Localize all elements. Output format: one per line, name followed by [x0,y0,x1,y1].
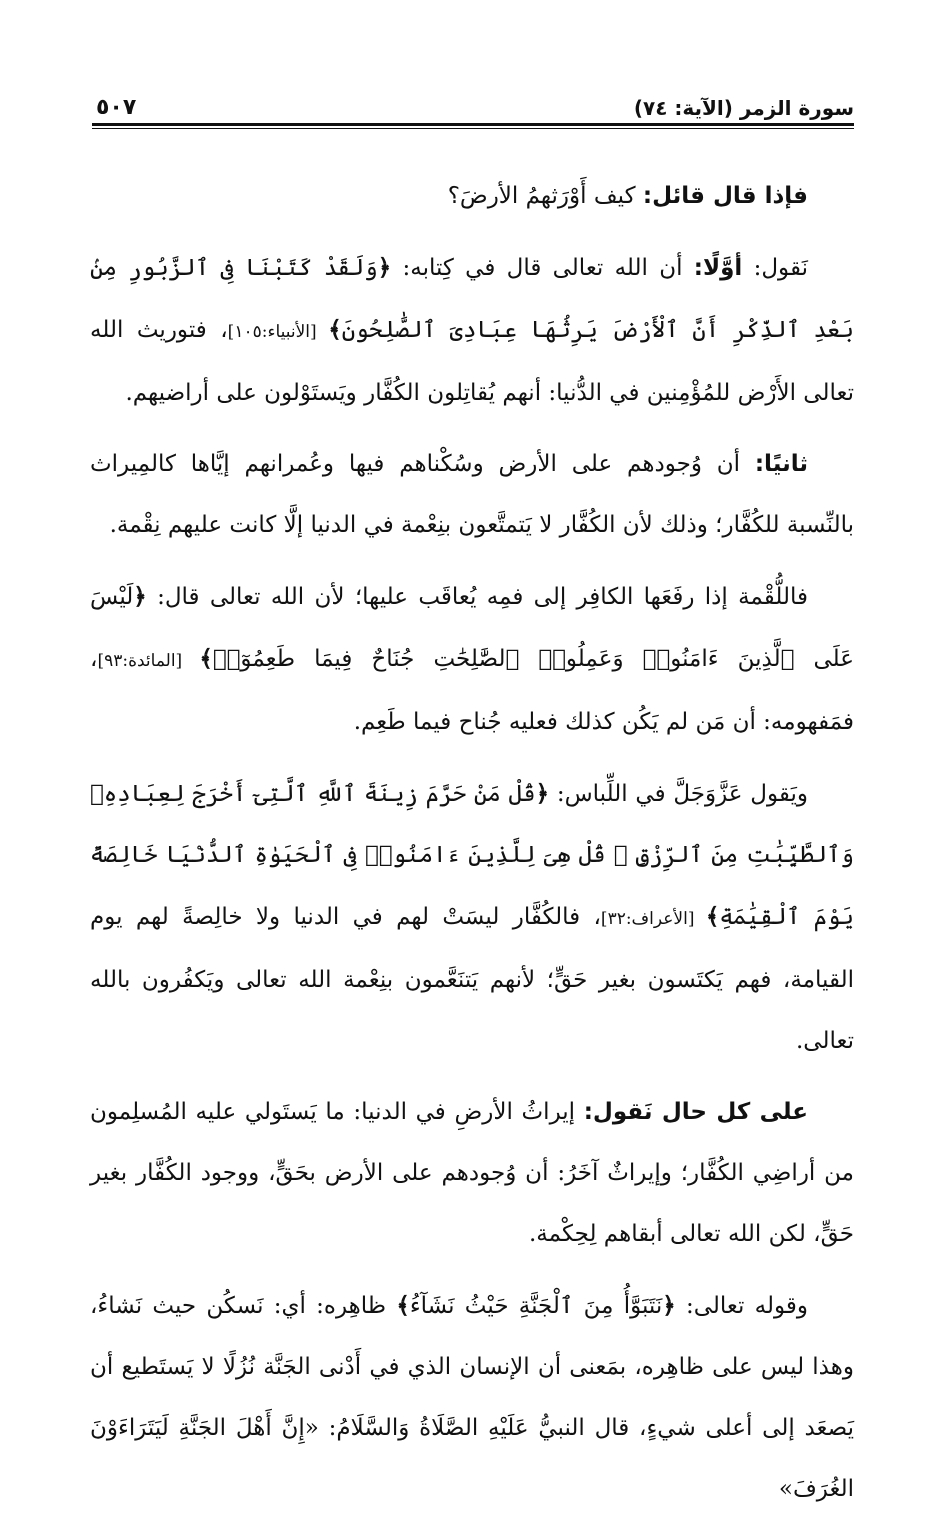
paragraph-paradise [90,1275,854,1520]
paragraph-text: أن الله تعالى قال في كِتابه: [391,255,694,281]
page-number: ٥٠٧ [96,95,137,120]
paragraph-text: إيراثُ الأرضِ في الدنيا: ما يَستَولي عليه المُسلِمون من أراضِي الكُفَّار؛ وإيراثٌ آخَرُ: أن وُجودهم على الأرض بحَقٍّ، ووجود الكُفَّار بغير حَقٍّ، لكن الله تعالى أبقاهم لِحِكْمة. [90,1099,854,1247]
quran-verse: وَلَقَدْ كَتَبْنَا فِى ٱلزَّبُورِ مِنۢ بَعْدِ ٱلذِّكْرِ أَنَّ ٱلْأَرْضَ يَرِثُهَا عِبَادِىَ ٱلصَّٰلِحُونَ [90,255,854,343]
quran-verse: نَتَبَوَّأُ مِنَ ٱلْجَنَّةِ حَيْثُ نَشَآءُ [409,1293,663,1319]
paragraph-text: ظاهِره: أي: نَسكُن حيث نَشاءُ، وهذا ليس على ظاهِره، بمَعنى أن الإنسان الذي في أَدْنى الجَنَّة نُزُلًا لا يَستَطيع أن يَصعَد إلى أعلى شيءٍ، قال النبيُّ عَلَيْهِ الصَّلَاةُ وَالسَّلَامُ: «إِنَّ أَهْلَ الجَنَّةِ لَيَتَرَاءَوْنَ الغُرَفَ» [90,1293,854,1502]
paragraph-lead: فإذا قال قائل: [642,183,808,209]
paragraph-lead: أوَّلًا: [693,255,743,281]
paragraph-lead-plain: نَقول: [742,255,808,281]
paragraph-clothing [90,763,854,1072]
surah-title: سورة الزمر (الآية: ٧٤) [633,96,854,120]
quran-verse: قُلْ مَنْ حَرَّمَ زِينَةَ ٱللَّهِ ٱلَّتِىٓ أَخْرَجَ لِعِبَادِهِۦ وَٱلطَّيِّبَٰتِ مِنَ ٱلرِّزْقِ ۚ قُلْ هِىَ لِلَّذِينَ ءَامَنُوا۟ فِى ٱلْحَيَوٰةِ ٱلدُّنْيَا خَالِصَةً يَوْمَ ٱلْقِيَٰمَةِ [90,781,855,930]
header-rule-thick [92,123,854,126]
paragraph-text: ، فمَفهومه: أن مَن لم يَكُن كذلك فعليه جُناح فيما طَعِم. [90,646,854,735]
quran-close-bracket: ﴾ [328,316,342,343]
quran-open-bracket: ﴿ [377,254,392,281]
quran-open-bracket: ﴿ [662,1292,676,1319]
paragraph-text: كيف أَوْرَثهمُ الأرضَ؟ [447,183,643,209]
paragraph-second-answer [90,434,854,556]
body-text [90,166,855,1502]
quran-open-bracket: ﴿ [535,780,550,807]
paragraph-text: ، فتوريث الله تعالى الأَرْض للمُؤْمِنين في الدُّنيا: أنهم يُقاتِلون الكُفَّار ويَستَوْلون على أراضيهم. [90,317,854,406]
quran-close-bracket: ﴾ [396,1292,410,1319]
paragraph-text: أن وُجودهم على الأرض وسُكْناهم فيها وعُمرانهم إيَّاها كالمِيراث بالنِّسبة للكُفَّار؛ وذلك لأن الكُفَّار لا يَتمتَّعون بنِعْمة في الدنيا إلَّا كانت عليهم نِقْمة. [90,451,854,538]
verse-citation: [المائدة:٩٣] [97,651,200,671]
verse-citation: [الأعراف:٣٢] [600,909,706,929]
paragraph-morsel [90,566,854,753]
paragraph-lead: على كل حال نَقول: [583,1099,808,1125]
header-rule-thin [92,128,854,129]
verse-citation: [الأنبياء:١٠٥] [227,322,329,342]
paragraph-lead: ثانيًا: [754,451,808,477]
paragraph-conclusion [90,1082,854,1265]
quran-open-bracket: ﴿ [133,583,147,610]
paragraph-text: ويَقول عَزَّوَجَلَّ في اللِّباس: [549,781,809,807]
paragraph-first-answer [90,237,854,424]
paragraph-text: ، فالكُفَّار ليسَتْ لهم في الدنيا ولا خالِصةً لهم يوم القيامة، فهم يَكتَسون بغير حَقٍّ؛ لأنهم يَتنَعَّمون بنِعْمة الله تعالى ويَكفُرون بالله تعالى. [90,904,854,1054]
paragraph-question [90,166,854,227]
paragraph-text: وقوله تعالى: [675,1293,808,1319]
quran-verse: لَيْسَ عَلَى ٱلَّذِينَ ءَامَنُوا۟ وَعَمِلُوا۟ ٱلصَّٰلِحَٰتِ جُنَاحٌ فِيمَا طَعِمُوٓا۟ [90,584,854,672]
paragraph-text: فاللُّقْمة إذا رفَعَها الكافِر إلى فمِه يُعاقَب عليها؛ لأن الله تعالى قال: [146,584,808,610]
page-header [96,88,854,120]
quran-close-bracket: ﴾ [705,903,720,930]
quran-close-bracket: ﴾ [199,645,213,672]
